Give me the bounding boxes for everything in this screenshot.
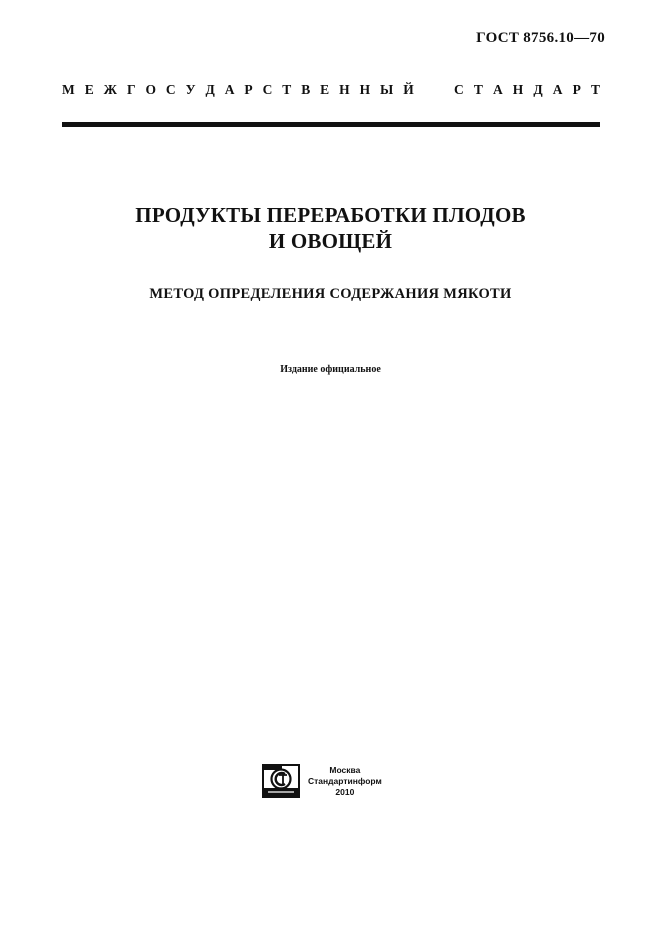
heading-letter: У: [185, 82, 196, 97]
heading-letter: А: [492, 82, 503, 97]
heading-letter: Д: [205, 82, 215, 97]
heading-letter: Н: [359, 82, 371, 97]
heading-letter: Р: [572, 82, 581, 97]
publisher-block: [262, 764, 382, 798]
heading-letter: Н: [512, 82, 524, 97]
heading-letter: Ы: [380, 82, 394, 97]
heading-letter: С: [262, 82, 273, 97]
heading-letter: О: [145, 82, 156, 97]
heading-letter: А: [552, 82, 563, 97]
standartinform-logo-icon: [262, 764, 300, 798]
heading-letter: В: [301, 82, 311, 97]
publisher-name: Стандартинформ: [308, 775, 382, 786]
document-number: ГОСТ 8756.10—70: [476, 30, 605, 46]
title-line-2: И ОВОЩЕЙ: [268, 229, 393, 253]
heading-letter: Т: [473, 82, 483, 97]
title-line-1: ПРОДУКТЫ ПЕРЕРАБОТКИ ПЛОДОВ: [135, 203, 526, 227]
heading-divider: [62, 122, 600, 127]
heading-letter: С: [165, 82, 176, 97]
heading-letter: А: [224, 82, 235, 97]
edition-note: Издание официальное: [280, 364, 381, 375]
heading-letter: Г: [126, 82, 136, 97]
standard-word: [454, 82, 600, 98]
heading-letter: Е: [320, 82, 330, 97]
heading-letter: С: [454, 82, 464, 97]
document-subtitle: МЕТОД ОПРЕДЕЛЕНИЯ СОДЕРЖАНИЯ МЯКОТИ: [149, 286, 512, 302]
heading-letter: Т: [282, 82, 292, 97]
heading-letter: Ж: [103, 82, 117, 97]
heading-letter: Р: [244, 82, 253, 97]
heading-letter: Н: [339, 82, 350, 97]
heading-letter: Т: [590, 82, 600, 97]
document-title: [0, 202, 661, 254]
publication-year: 2010: [335, 786, 355, 797]
publisher-info: [308, 765, 382, 798]
heading-letter: М: [62, 82, 75, 97]
heading-letter: Й: [403, 82, 414, 97]
heading-letter: Д: [533, 82, 543, 97]
publisher-city: Москва: [329, 764, 361, 775]
heading-letter: Е: [84, 82, 94, 97]
interstate-word: [62, 82, 414, 98]
interstate-standard-heading: [62, 82, 600, 98]
